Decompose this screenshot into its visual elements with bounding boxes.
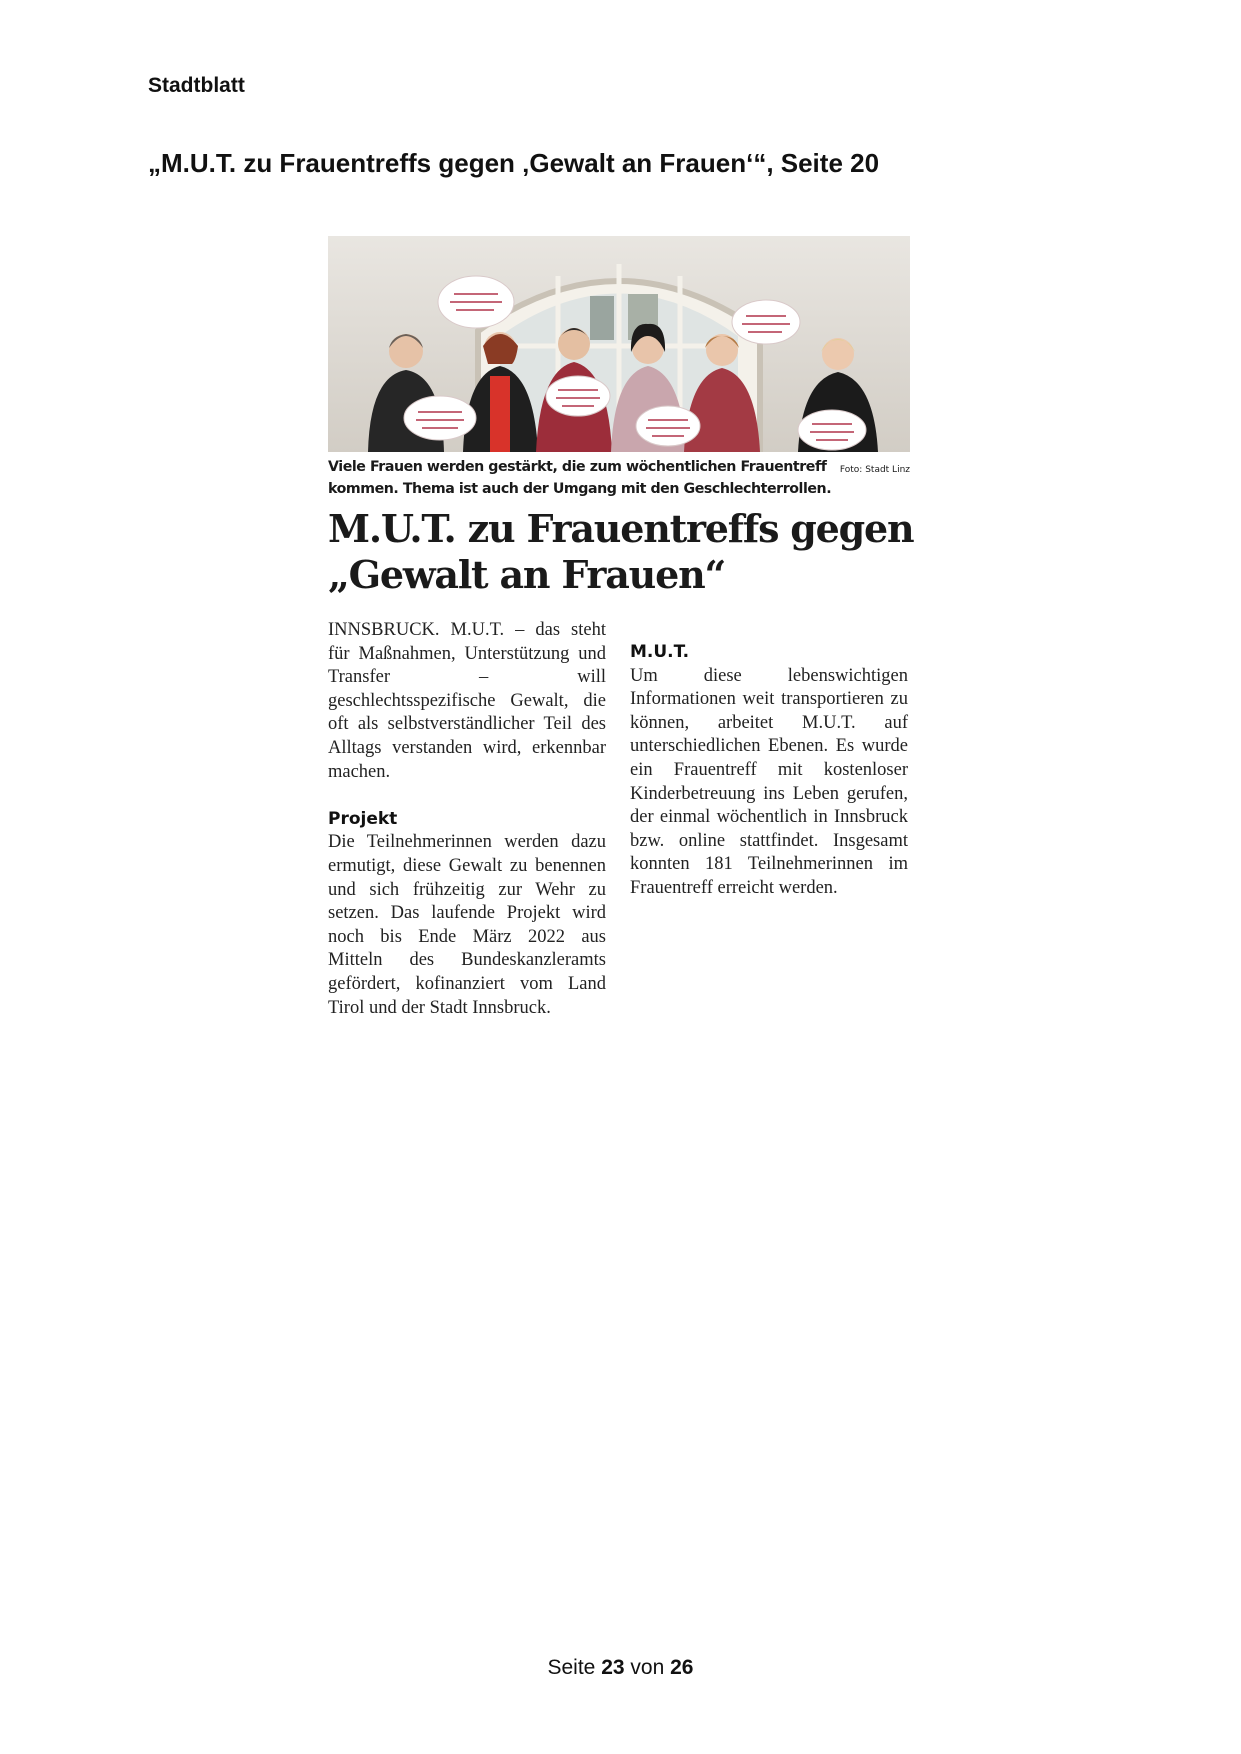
document-source: Stadtblatt — [148, 74, 245, 97]
caption-text: Viele Frauen werden gestärkt, die zum wöchentlichen Frauentreff kommen. Thema ist auch der Umgang mit den Geschlechterrollen. — [328, 459, 832, 497]
page-label: Seite — [547, 1656, 596, 1679]
article-column-left — [328, 619, 606, 1020]
current-page: 23 — [601, 1656, 625, 1679]
photo-credit: Foto: Stadt Linz — [839, 465, 910, 475]
section-body-mut: Um diese lebenswichtigen Informationen weit transportieren zu können, arbeitet M.U.T. auf unterschiedlichen Ebenen. Es wurde ein Frauentreff mit kostenloser Kinderbetreuung ins Leben gerufen, der einmal wöchentlich in Innsbruck bzw. online stattfindet. Insgesamt konnten 181 Teilnehmerinnen im Frauentreff erreicht werden. — [630, 665, 908, 898]
document-title: „M.U.T. zu Frauentreffs gegen ‚Gewalt an Frauen‘“, Seite 20 — [148, 148, 880, 178]
article-photo — [328, 236, 910, 452]
newspaper-clipping — [328, 236, 914, 1018]
total-pages: 26 — [670, 1656, 694, 1679]
page-number-footer — [0, 1656, 1241, 1680]
article-column-right — [630, 619, 908, 901]
section-heading-projekt: Projekt — [328, 808, 398, 829]
article-headline: M.U.T. zu Frauentreffs gegen „Gewalt an Frauen“ — [328, 506, 914, 597]
section-heading-mut: M.U.T. — [630, 642, 690, 662]
section-body-projekt: Die Teilnehmerinnen werden dazu ermutigt, diese Gewalt zu benennen und sich frühzeitig zur Wehr zu setzen. Das laufende Projekt wird noch bis Ende März 2022 aus Mitteln des Bundeskanzleramts gefördert, kofinanziert vom Land Tirol und der Stadt Innsbruck. — [328, 832, 606, 1018]
article-intro: INNSBRUCK. M.U.T. – das steht für Maßnahmen, Unterstützung und Transfer – will geschlechtsspezifische Gewalt, die oft als selbstverständlicher Teil des Alltags verstanden wird, erkennbar machen. — [328, 620, 606, 782]
photo-caption — [328, 456, 910, 500]
page-separator: von — [630, 1656, 665, 1679]
